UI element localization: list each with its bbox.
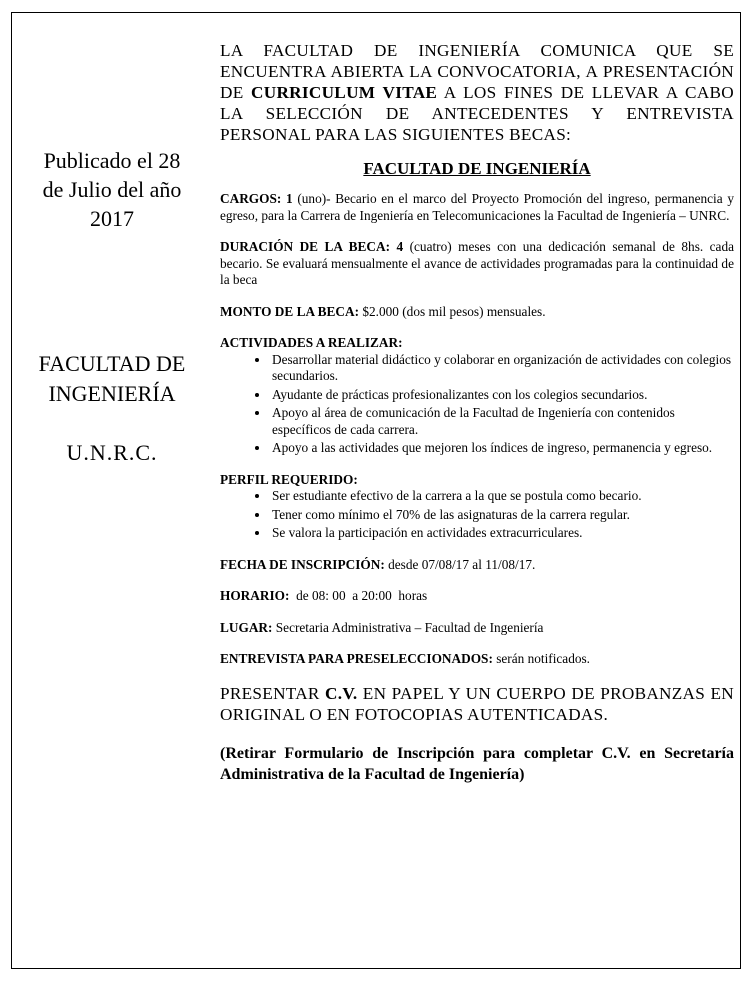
retirar-paragraph: (Retirar Formulario de Inscripción para completar C.V. en Secretaría Administrativa de la Facultad de Ingeniería) [220,744,734,783]
presentar-bold: C.V. [325,683,358,703]
published-line-1: Publicado el 28 [43,148,181,173]
cargos-label: CARGOS: 1 [220,191,293,206]
list-item: • Desarrollar material didáctico y colaborar en organización de actividades con colegios secundarios. [270,352,734,385]
university-name: U.N.R.C. [66,440,158,465]
actividades-title: ACTIVIDADES A REALIZAR: [220,335,403,350]
main-content [220,40,734,785]
monto-paragraph [220,304,734,321]
lugar-line [220,620,734,637]
intro-bold: CURRICULUM VITAE [251,83,438,102]
presentar-paragraph [220,683,734,725]
duracion-label: DURACIÓN DE LA BECA: 4 [220,239,404,254]
fecha-label: FECHA DE INSCRIPCIÓN: [220,556,385,572]
list-item: • Se valora la participación en actividades extracurriculares. [270,525,734,542]
list-item: • Apoyo a las actividades que mejoren los índices de ingreso, permanencia y egreso. [270,440,734,457]
entrevista-line [220,651,734,668]
lugar-label: LUGAR: [220,619,273,635]
intro-text-1: LA FACULTAD DE INGENIERÍA COMUNICA QUE SE ENCUENTRA ABIERTA LA CONVOCATORIA, A PRESENTACIÓN DE [220,41,734,102]
entrevista-text: serán notificados. [492,651,591,666]
duracion-text: (cuatro) meses con una dedicación semanal de 8hs. cada becario. Se evaluará mensualmente el avance de actividades programadas para la continuidad de la beca [220,239,734,287]
publication-date [12,146,212,233]
fecha-line [220,557,734,574]
monto-text: $2.000 (dos mil pesos) mensuales. [359,303,546,319]
horario-label: HORARIO: [220,588,290,603]
list-item: • Tener como mínimo el 70% de las asignaturas de la carrera regular. [270,507,734,524]
cargos-paragraph [220,191,734,224]
horario-text: de 08: 00 a 20:00 horas [289,588,428,603]
published-line-3: 2017 [90,206,134,231]
published-line-2: de Julio del año [42,177,182,202]
lugar-text: Secretaria Administrativa – Facultad de Ingeniería [272,619,544,635]
presentar-text-1: PRESENTAR [220,683,326,703]
intro-text-2: A LOS FINES DE LLEVAR A CABO LA SELECCIÓN DE ANTECEDENTES Y ENTREVISTA PERSONAL PARA LAS SIGUIENTES BECAS: [220,83,735,144]
cargos-text: (uno)- Becario en el marco del Proyecto Promoción del ingreso, permanencia y egreso, para la Carrera de Ingeniería en Telecomunicaciones la Facultad de Ingeniería – UNRC. [220,191,734,223]
duracion-paragraph [220,239,734,289]
horario-line [220,588,734,605]
list-item: • Apoyo al área de comunicación de la Facultad de Ingeniería con contenidos específicos de cada carrera. [270,405,734,438]
perfil-title: PERFIL REQUERIDO: [220,471,358,487]
section-heading: FACULTAD DE INGENIERÍA [363,159,591,178]
intro-paragraph [220,40,734,145]
monto-label: MONTO DE LA BECA: [220,303,360,319]
list-item: • Ser estudiante efectivo de la carrera a la que se postula como becario. [270,488,734,505]
faculty-line-2: INGENIERÍA [48,381,176,406]
presentar-text-2: EN PAPEL Y UN CUERPO DE PROBANZAS EN ORIGINAL O EN FOTOCOPIAS AUTENTICADAS. [220,683,734,724]
entrevista-label: ENTREVISTA PARA PRESELECCIONADOS: [220,651,493,666]
perfil-list [220,488,734,542]
fecha-text: desde 07/08/17 al 11/08/17. [384,556,536,572]
actividades-list [220,352,734,457]
faculty-line-1: FACULTAD DE [38,351,186,376]
list-item: • Ayudante de prácticas profesionalizantes con los colegios secundarios. [270,387,734,404]
faculty-name [12,349,212,409]
